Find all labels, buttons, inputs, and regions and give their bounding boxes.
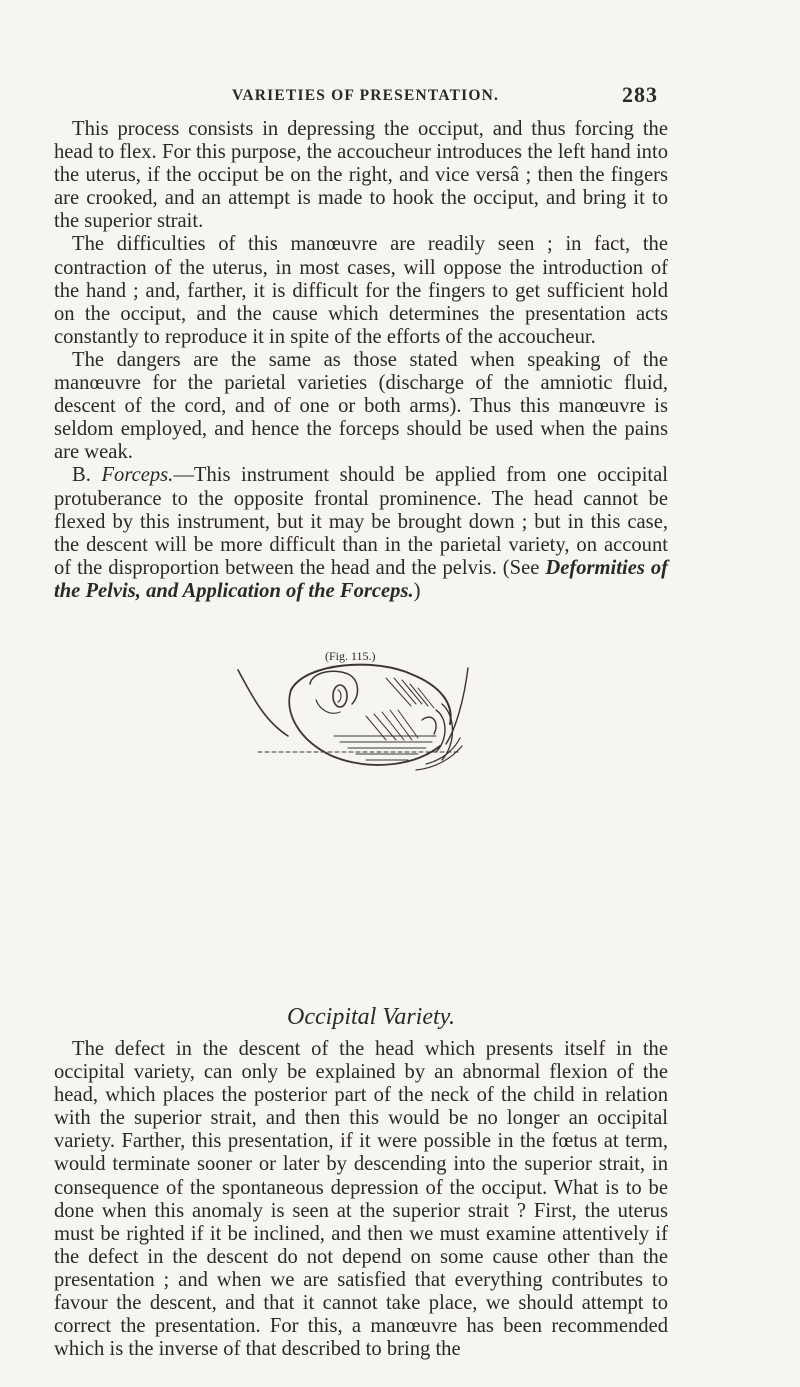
text-block-bottom [54, 1038, 668, 1361]
paragraph-body: —This instrument should be applied from one occipital protuberance to the opposite frontal prominence. The head cannot be flexed by this instrument, but it may be brought down ; but in this case, the descent will be more difficult than in the parietal variety, on account of the disproportion between the head and the pelvis. (See [54, 464, 668, 579]
text-block-top [54, 118, 668, 603]
forceps-paragraph [54, 464, 668, 603]
section-marker: B. [72, 464, 91, 487]
paragraph: The difficulties of this manœuvre are readily seen ; in fact, the contraction of the uterus, in most cases, will oppose the introduction of the hand ; and, farther, it is difficult for the fingers to get sufficient hold on the occiput, and the cause which determines the presentation acts constantly to reproduce it in spite of the efforts of the accoucheur. [54, 233, 668, 348]
paragraph: The defect in the descent of the head which presents itself in the occipital variety, can only be explained by an abnormal flexion of the head, which places the posterior part of the neck of the child in relation with the superior strait, and then this would be no longer an occipital variety. Farther, this presentation, if it were possible in the fœtus at term, would terminate sooner or later by descending into the superior strait, in consequence of the spontaneous depression of the occiput. What is to be done when this anomaly is seen at the superior strait ? First, the uterus must be righted if it be inclined, and then we must examine attentively if the defect in the descent do not depend on some cause other than the presentation ; and when we are satisfied that everything contributes to favour the descent, and that it cannot take place, we should attempt to correct the presentation. For this, a manœuvre has been recommended which is the inverse of that described to bring the [54, 1038, 668, 1361]
pelvis-left-wall [238, 670, 288, 736]
figure-illustration [236, 660, 486, 785]
fetal-head-in-pelvis-engraving [236, 660, 486, 780]
figure-number: (Fig. 115.) [325, 649, 376, 663]
running-head [0, 82, 800, 111]
head-outline [291, 665, 451, 724]
paragraph-close: ) [413, 579, 421, 602]
engraving-hatching [334, 678, 436, 760]
page-number: 283 [622, 82, 658, 107]
ear-outline [333, 685, 347, 707]
cross-reference: Deformities of the Pelvis, and Application of the Forceps. [54, 556, 668, 602]
running-title: VARIETIES OF PRESENTATION. [232, 87, 500, 104]
section-heading: Forceps. [101, 464, 174, 487]
paragraph: The dangers are the same as those stated when speaking of the manœuvre for the parietal varieties (discharge of the amniotic fluid, descent of the cord, and of one or both arms). Thus this manœuvre is seldom employed, and hence the forceps should be used when the pains are weak. [54, 348, 668, 464]
paragraph: This process consists in depressing the occiput, and thus forcing the head to flex. For this purpose, the accoucheur introduces the left hand into the uterus, if the occiput be on the right, and vice versâ ; then the fingers are crooked, and an attempt is made to hook the occiput, and bring it to the superior strait. [54, 118, 668, 233]
figure-caption: Occipital Variety. [287, 1004, 455, 1030]
